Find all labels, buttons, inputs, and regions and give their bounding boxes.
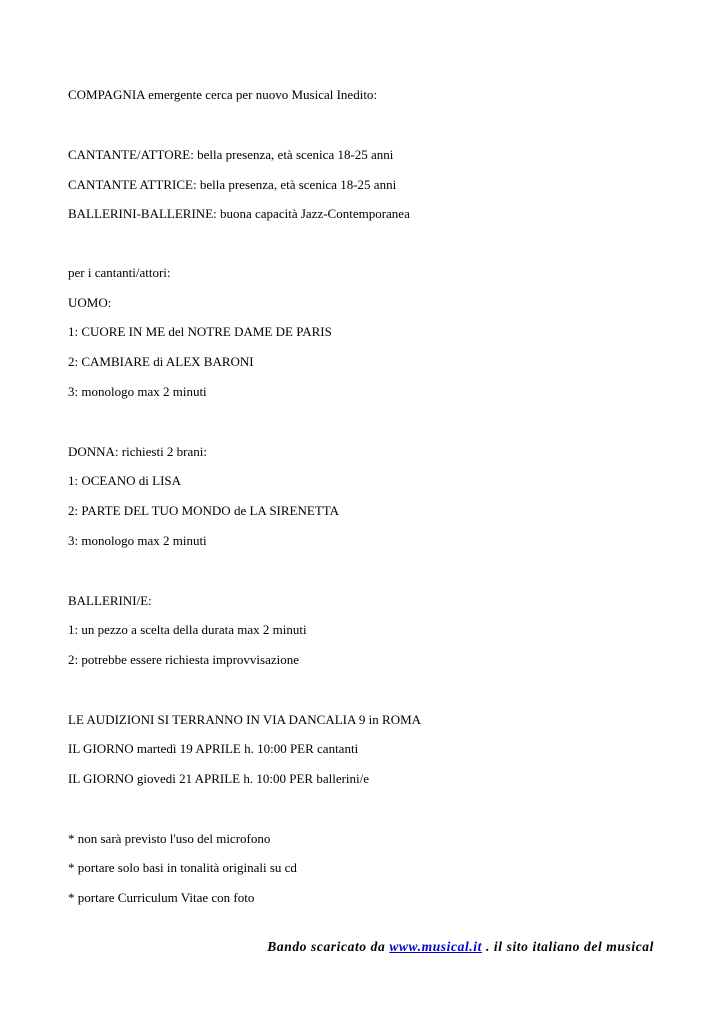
- woman-song-1: 1: OCEANO di LISA: [68, 473, 182, 488]
- footer-credit: [267, 938, 654, 956]
- woman-song-2: 2: PARTE DEL TUO MONDO de LA SIRENETTA: [68, 503, 340, 518]
- audition-date-dancers: IL GIORNO giovedì 21 APRILE h. 10:00 PER ballerini/e: [68, 771, 370, 786]
- note-curriculum: * portare Curriculum Vitae con foto: [68, 890, 255, 905]
- dancers-item-2: 2: potrebbe essere richiesta improvvisazione: [68, 652, 300, 667]
- dancers-heading: BALLERINI/E:: [68, 593, 152, 608]
- dancers-item-1: 1: un pezzo a scelta della durata max 2 minuti: [68, 622, 307, 637]
- role-actor-line: CANTANTE/ATTORE: bella presenza, età scenica 18-25 anni: [68, 147, 394, 162]
- note-backing-tracks: * portare solo basi in tonalità originali su cd: [68, 860, 297, 875]
- footer-link[interactable]: www.musical.it: [389, 939, 482, 954]
- audition-location: LE AUDIZIONI SI TERRANNO IN VIA DANCALIA 9 in ROMA: [68, 712, 422, 727]
- woman-heading: DONNA: richiesti 2 brani:: [68, 444, 208, 459]
- woman-monologue: 3: monologo max 2 minuti: [68, 533, 207, 548]
- audition-date-singers: IL GIORNO martedì 19 APRILE h. 10:00 PER cantanti: [68, 741, 359, 756]
- role-dancers-line: BALLERINI-BALLERINE: buona capacità Jazz-Contemporanea: [68, 206, 410, 221]
- man-song-1: 1: CUORE IN ME del NOTRE DAME DE PARIS: [68, 324, 332, 339]
- note-microphone: * non sarà previsto l'uso del microfono: [68, 831, 271, 846]
- footer-prefix: Bando scaricato da: [267, 939, 386, 954]
- intro-line: COMPAGNIA emergente cerca per nuovo Musical Inedito:: [68, 87, 378, 102]
- man-song-2: 2: CAMBIARE di ALEX BARONI: [68, 354, 254, 369]
- role-actress-line: CANTANTE ATTRICE: bella presenza, età scenica 18-25 anni: [68, 177, 397, 192]
- man-monologue: 3: monologo max 2 minuti: [68, 384, 207, 399]
- man-heading: UOMO:: [68, 295, 112, 310]
- singers-heading: per i cantanti/attori:: [68, 265, 171, 280]
- footer-suffix: . il sito italiano del musical: [485, 939, 654, 954]
